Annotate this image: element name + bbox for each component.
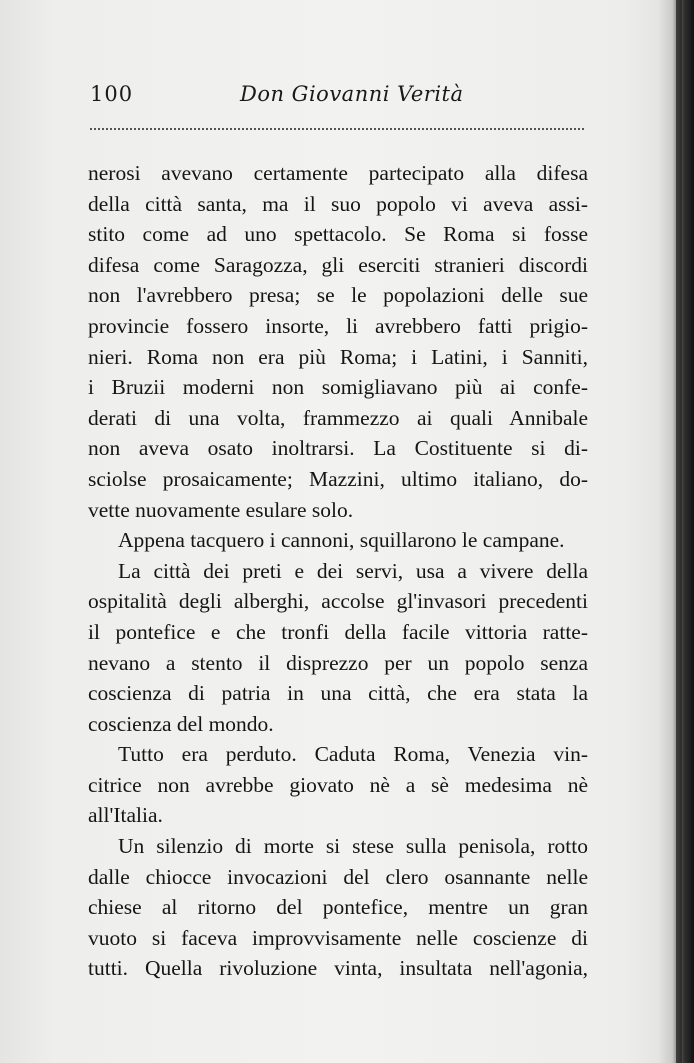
text-line: vette nuovamente esulare solo. xyxy=(88,497,354,522)
paragraph xyxy=(88,556,588,740)
text-line: tutti. Quella rivoluzione vinta, insultata nell'agonia, xyxy=(88,956,588,981)
header-rule xyxy=(90,128,584,130)
text-line: il pontefice e che tronfi della facile vittoria ratte- xyxy=(88,619,588,644)
page-edge-binding xyxy=(676,0,682,1063)
text-line: derati di una volta, frammezzo ai quali Annibale xyxy=(88,405,588,430)
text-line: Tutto era perduto. Caduta Roma, Venezia vin- xyxy=(118,742,588,767)
text-line: Appena tacquero i cannoni, squillarono le campane. xyxy=(118,528,565,553)
paragraph xyxy=(88,831,588,984)
running-title: Don Giovanni Verità xyxy=(240,82,464,106)
text-line: provincie fossero insorte, li avrebbero fatti prigio- xyxy=(88,313,588,338)
text-line: La città dei preti e dei servi, usa a vivere della xyxy=(118,558,588,583)
text-line: vuoto si faceva improvvisamente nelle coscienze di xyxy=(88,925,588,950)
paragraph xyxy=(88,525,588,556)
text-line: dalle chiocce invocazioni del clero osannante nelle xyxy=(88,864,588,889)
text-line: nieri. Roma non era più Roma; i Latini, i Sanniti, xyxy=(88,344,588,369)
running-head xyxy=(90,82,590,116)
text-line: non aveva osato inoltrarsi. La Costituente si di- xyxy=(88,436,588,461)
text-line: coscienza di patria in una città, che era stata la xyxy=(88,681,588,706)
text-line: sciolse prosaicamente; Mazzini, ultimo italiano, do- xyxy=(88,466,588,491)
text-line: all'Italia. xyxy=(88,803,163,828)
text-line: non l'avrebbero presa; se le popolazioni delle sue xyxy=(88,283,588,308)
text-line: nevano a stento il disprezzo per un popolo senza xyxy=(88,650,588,675)
text-line: i Bruzii moderni non somigliavano più ai confe- xyxy=(88,375,588,400)
text-line: coscienza del mondo. xyxy=(88,711,274,736)
text-line: stito come ad uno spettacolo. Se Roma si fosse xyxy=(88,222,588,247)
text-line: difesa come Saragozza, gli eserciti stranieri discordi xyxy=(88,252,588,277)
text-line: chiese al ritorno del pontefice, mentre un gran xyxy=(88,895,588,920)
text-line: Un silenzio di morte si stese sulla penisola, rotto xyxy=(118,834,588,859)
paragraph xyxy=(88,158,588,525)
paragraph xyxy=(88,739,588,831)
text-line: ospitalità degli alberghi, accolse gl'invasori precedenti xyxy=(88,589,588,614)
text-line: citrice non avrebbe giovato nè a sè medesima nè xyxy=(88,772,588,797)
body-text xyxy=(88,158,588,984)
text-line: della città santa, ma il suo popolo vi aveva assi- xyxy=(88,191,588,216)
page-number: 100 xyxy=(90,82,134,106)
text-line: nerosi avevano certamente partecipato alla difesa xyxy=(88,161,588,185)
